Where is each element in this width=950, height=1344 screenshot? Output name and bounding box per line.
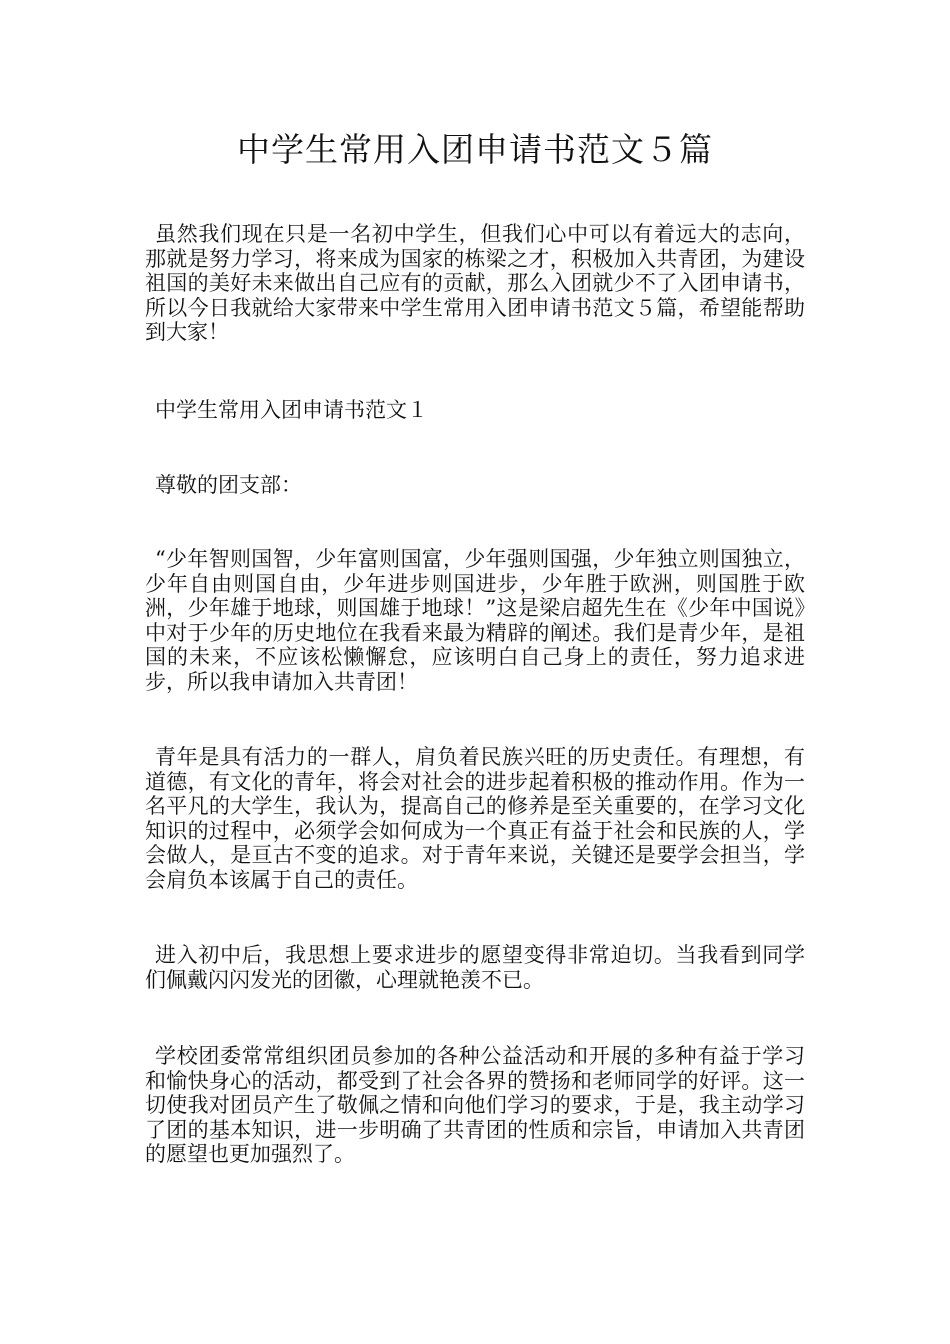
body-paragraph-3: 进入初中后，我思想上要求进步的愿望变得非常迫切。当我看到同学们佩戴闪闪发光的团徽，心理就艳羡不已。 (145, 943, 805, 992)
intro-paragraph: 虽然我们现在只是一名初中学生，但我们心中可以有着远大的志向，那就是努力学习，将来成为国家的栋梁之才，积极加入共青团，为建设祖国的美好未来做出自己应有的贡献，那么入团就少不了入团申请书，所以今日我就给大家带来中学生常用入团申请书范文５篇，希望能帮助到大家！ (145, 222, 805, 344)
body-paragraph-4: 学校团委常常组织团员参加的各种公益活动和开展的多种有益于学习和愉快身心的活动，都受到了社会各界的赞扬和老师同学的好评。这一切使我对团员产生了敬佩之情和向他们学习的要求，于是，我主动学习了团的基本知识，进一步明确了共青团的性质和宗旨，申请加入共青团的愿望也更加强烈了。 (145, 1044, 805, 1166)
document-title: 中学生常用入团申请书范文５篇 (237, 130, 713, 169)
section-heading: 中学生常用入团申请书范文１ (155, 398, 428, 422)
salutation: 尊敬的团支部： (155, 473, 302, 497)
body-paragraph-1: “少年智则国智，少年富则国富，少年强则国强，少年独立则国独立，少年自由则国自由，少年进步则国进步，少年胜于欧洲，则国胜于欧洲，少年雄于地球，则国雄于地球！”这是梁启超先生在《少年中国说》中对于少年的历史地位在我看来最为精辟的阐述。我们是青少年，是祖国的未来，不应该松懒懈怠，应该明白自己身上的责任，努力追求进步，所以我申请加入共青团！ (145, 547, 805, 694)
body-paragraph-2: 青年是具有活力的一群人，肩负着民族兴旺的历史责任。有理想，有道德，有文化的青年，将会对社会的进步起着积极的推动作用。作为一名平凡的大学生，我认为，提高自己的修养是至关重要的，在学习文化知识的过程中，必须学会如何成为一个真正有益于社会和民族的人，学会做人，是亘古不变的追求。对于青年来说，关键还是要学会担当，学会肩负本该属于自己的责任。 (145, 745, 805, 892)
